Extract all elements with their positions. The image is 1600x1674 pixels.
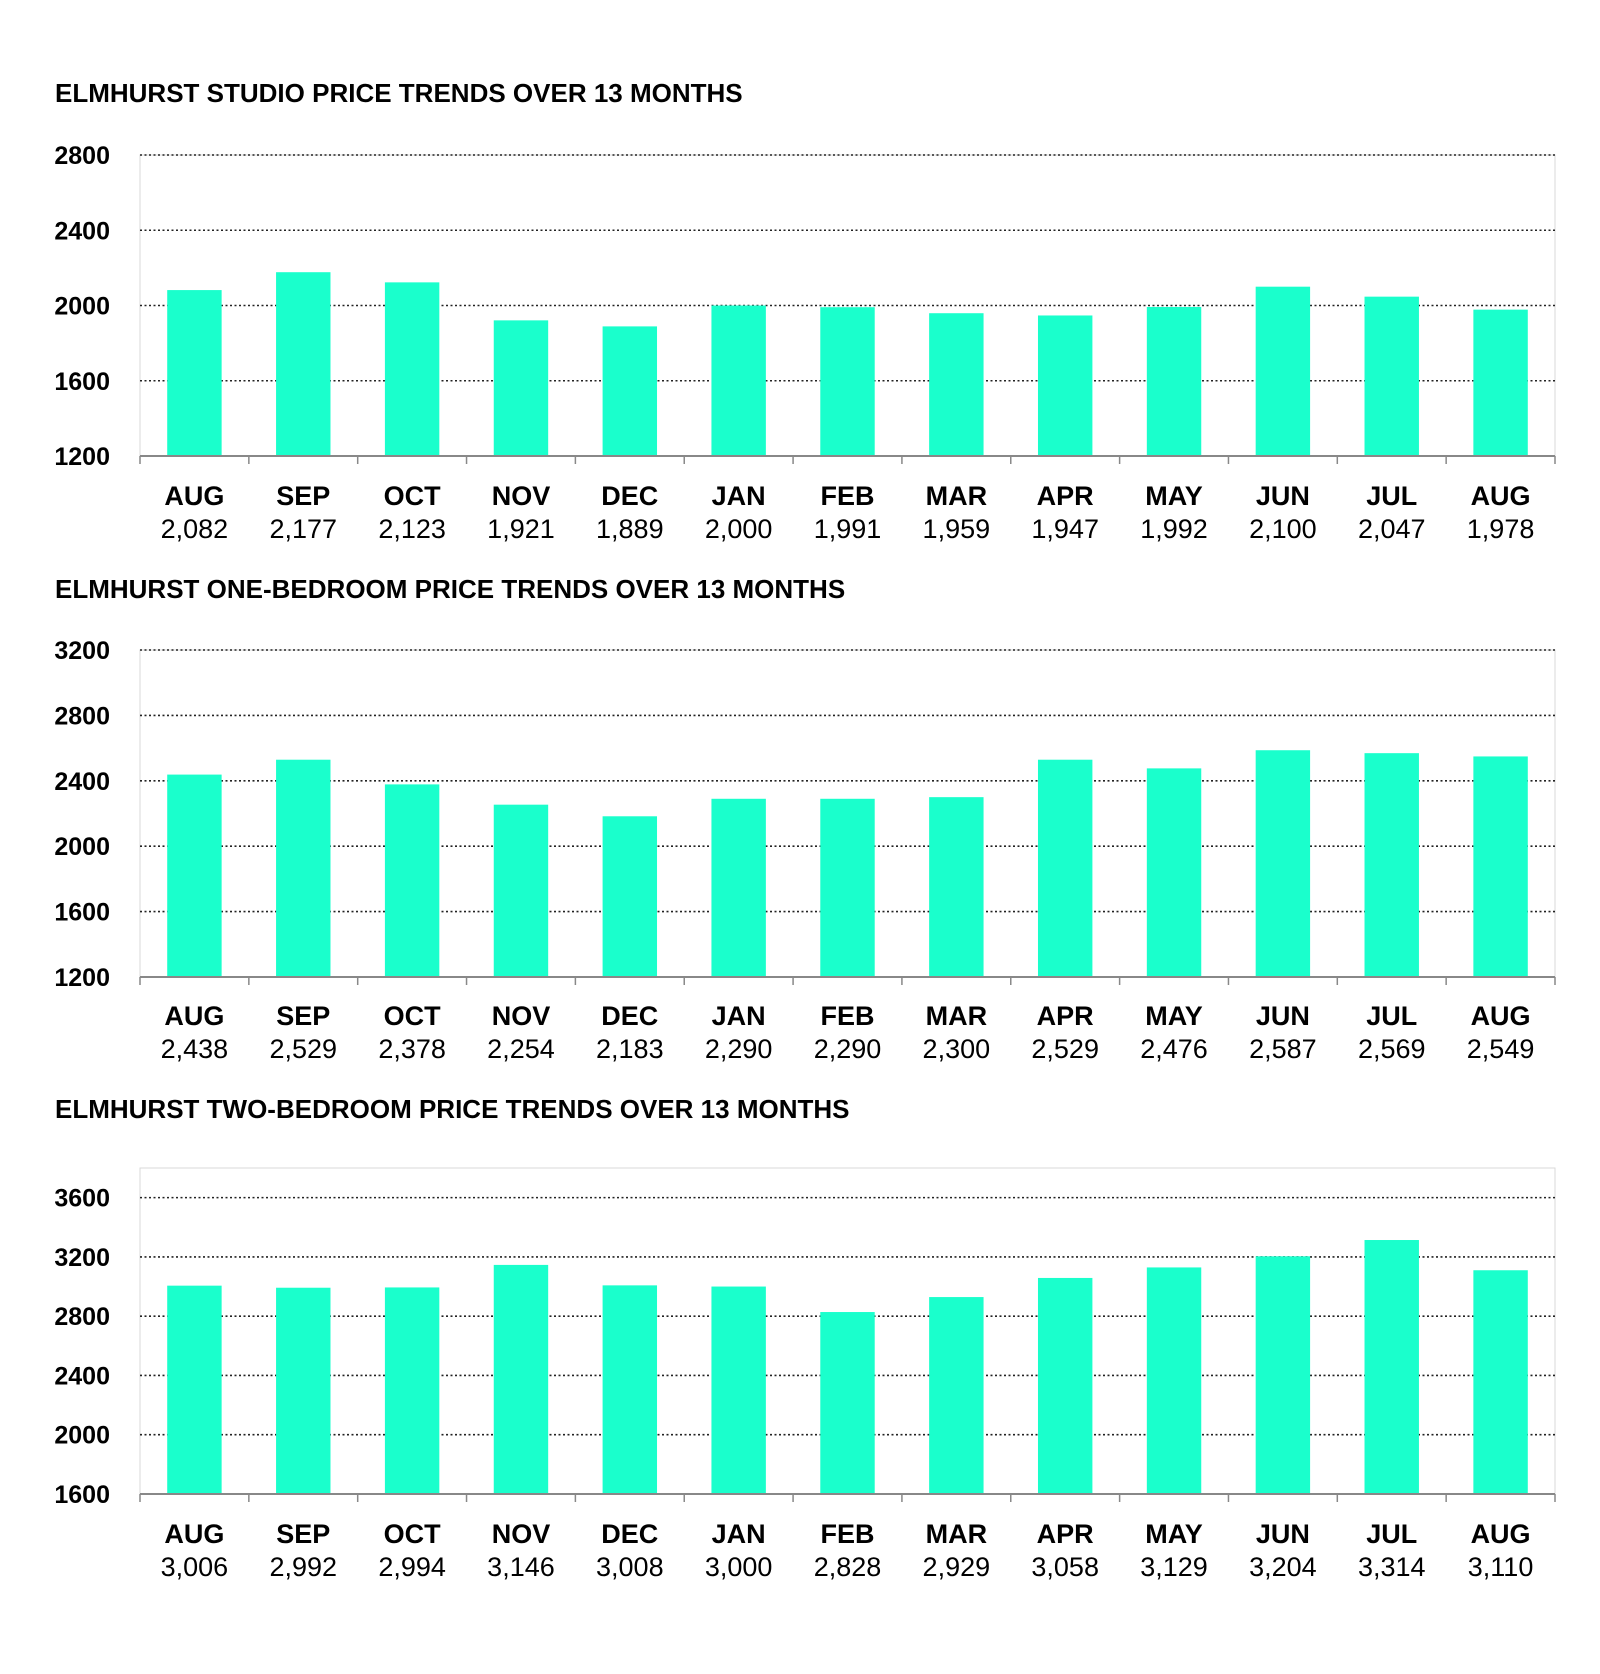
- x-value-label: 1,921: [487, 514, 555, 544]
- x-category-label: SEP: [276, 1519, 331, 1549]
- x-category-label: OCT: [383, 1001, 441, 1031]
- x-value-label: 1,959: [922, 514, 991, 544]
- x-category-label: AUG: [1470, 481, 1531, 511]
- x-value-label: 2,549: [1466, 1034, 1535, 1064]
- x-value-label: 3,000: [704, 1552, 773, 1582]
- x-category-label: SEP: [276, 481, 331, 511]
- x-value-label: 2,290: [813, 1034, 882, 1064]
- x-category-label: JUL: [1366, 1519, 1418, 1549]
- x-category-label: AUG: [1470, 1519, 1531, 1549]
- y-tick-label: 2800: [54, 1303, 110, 1332]
- bar-sep: [276, 1288, 330, 1494]
- x-value-label: 2,254: [487, 1034, 555, 1064]
- x-value-label: 2,000: [704, 514, 773, 544]
- x-category-label: MAY: [1145, 1519, 1203, 1549]
- x-category-label: JUN: [1255, 481, 1310, 511]
- y-tick-label: 1600: [54, 367, 110, 396]
- bar-apr: [1038, 315, 1092, 456]
- x-value-label: 2,994: [378, 1552, 446, 1582]
- bar-apr: [1038, 1278, 1092, 1494]
- chart-title: ELMHURST ONE-BEDROOM PRICE TRENDS OVER 13 MONTHS: [55, 574, 846, 604]
- x-category-label: NOV: [491, 481, 551, 511]
- y-tick-label: 3200: [54, 1243, 110, 1272]
- y-tick-label: 1600: [54, 1481, 110, 1509]
- bar-dec: [603, 1285, 657, 1494]
- x-value-label: 2,290: [704, 1034, 773, 1064]
- bar-sep: [276, 760, 330, 977]
- x-category-label: OCT: [383, 1519, 441, 1549]
- bar-apr: [1038, 760, 1092, 977]
- x-category-label: AUG: [164, 1519, 225, 1549]
- x-category-label: DEC: [601, 481, 659, 511]
- bar-jul: [1365, 1240, 1419, 1494]
- bar-aug: [1473, 310, 1527, 456]
- bar-jan: [711, 799, 765, 977]
- x-category-label: JUL: [1366, 1001, 1418, 1031]
- x-value-label: 3,058: [1031, 1552, 1099, 1582]
- x-value-label: 2,529: [1031, 1034, 1099, 1064]
- bar-jul: [1365, 753, 1419, 977]
- bar-nov: [494, 320, 548, 456]
- bar-aug: [167, 290, 221, 456]
- x-value-label: 1,889: [596, 514, 664, 544]
- x-value-label: 2,100: [1249, 514, 1317, 544]
- x-category-label: MAY: [1145, 481, 1203, 511]
- bar-jun: [1256, 750, 1310, 977]
- bar-sep: [276, 272, 330, 456]
- x-category-label: MAR: [925, 481, 988, 511]
- x-value-label: 1,992: [1140, 514, 1208, 544]
- x-value-label: 3,129: [1140, 1552, 1208, 1582]
- bar-jun: [1256, 287, 1310, 456]
- x-value-label: 1,991: [813, 514, 882, 544]
- bar-aug: [167, 775, 221, 977]
- x-value-label: 2,929: [922, 1552, 991, 1582]
- y-tick-label: 1200: [54, 964, 110, 992]
- bar-may: [1147, 307, 1201, 456]
- x-category-label: APR: [1036, 481, 1094, 511]
- bar-jan: [711, 306, 765, 457]
- y-tick-label: 2400: [54, 767, 110, 796]
- chart-2: [54, 574, 1555, 1064]
- bar-feb: [820, 799, 874, 977]
- bar-jan: [711, 1287, 765, 1494]
- x-value-label: 2,183: [596, 1034, 664, 1064]
- x-category-label: AUG: [164, 1001, 225, 1031]
- bar-may: [1147, 768, 1201, 977]
- y-tick-label: 2000: [54, 1421, 110, 1450]
- bar-dec: [603, 326, 657, 456]
- bar-may: [1147, 1267, 1201, 1494]
- bar-oct: [385, 282, 439, 456]
- y-tick-label: 1200: [54, 443, 110, 471]
- x-value-label: 2,569: [1357, 1034, 1426, 1064]
- x-value-label: 3,008: [596, 1552, 664, 1582]
- y-tick-label: 2400: [54, 217, 110, 246]
- x-value-label: 2,123: [378, 514, 446, 544]
- x-value-label: 2,587: [1249, 1034, 1317, 1064]
- bar-jun: [1256, 1256, 1310, 1494]
- x-category-label: FEB: [820, 1001, 875, 1031]
- y-tick-label: 3200: [54, 637, 110, 665]
- y-tick-label: 2000: [54, 292, 110, 321]
- x-category-label: MAR: [925, 1001, 988, 1031]
- x-category-label: DEC: [601, 1001, 659, 1031]
- x-value-label: 2,438: [160, 1034, 229, 1064]
- x-category-label: FEB: [820, 481, 875, 511]
- x-category-label: JAN: [711, 481, 766, 511]
- x-category-label: NOV: [491, 1519, 551, 1549]
- x-value-label: 1,978: [1466, 514, 1535, 544]
- bar-feb: [820, 1312, 874, 1494]
- x-category-label: APR: [1036, 1519, 1094, 1549]
- bar-mar: [929, 313, 983, 456]
- bar-oct: [385, 784, 439, 977]
- x-category-label: DEC: [601, 1519, 659, 1549]
- bar-oct: [385, 1287, 439, 1494]
- y-tick-label: 1600: [54, 898, 110, 927]
- x-category-label: APR: [1036, 1001, 1094, 1031]
- x-value-label: 2,177: [269, 514, 338, 544]
- x-category-label: JUN: [1255, 1519, 1310, 1549]
- bar-mar: [929, 1297, 983, 1494]
- x-value-label: 2,300: [922, 1034, 991, 1064]
- x-category-label: SEP: [276, 1001, 331, 1031]
- x-value-label: 2,476: [1140, 1034, 1208, 1064]
- x-category-label: JUL: [1366, 481, 1418, 511]
- x-value-label: 3,110: [1467, 1552, 1534, 1582]
- x-value-label: 1,947: [1031, 514, 1099, 544]
- bar-jul: [1365, 297, 1419, 456]
- x-value-label: 2,529: [269, 1034, 338, 1064]
- x-category-label: MAY: [1145, 1001, 1203, 1031]
- chart-title: ELMHURST STUDIO PRICE TRENDS OVER 13 MONTHS: [55, 78, 743, 108]
- x-category-label: JAN: [711, 1519, 766, 1549]
- bar-aug: [1473, 756, 1527, 977]
- x-value-label: 3,006: [160, 1552, 229, 1582]
- x-value-label: 2,378: [378, 1034, 446, 1064]
- y-tick-label: 3600: [54, 1184, 110, 1213]
- bar-aug: [1473, 1270, 1527, 1494]
- x-category-label: JUN: [1255, 1001, 1310, 1031]
- x-value-label: 3,146: [487, 1552, 555, 1582]
- bar-nov: [494, 1265, 548, 1494]
- x-category-label: AUG: [1470, 1001, 1531, 1031]
- chart-1: [54, 78, 1555, 544]
- x-category-label: FEB: [820, 1519, 875, 1549]
- x-category-label: MAR: [925, 1519, 988, 1549]
- x-value-label: 2,082: [160, 514, 229, 544]
- x-category-label: OCT: [383, 481, 441, 511]
- chart-3: [54, 1094, 1555, 1582]
- bar-dec: [603, 816, 657, 977]
- y-tick-label: 2400: [54, 1362, 110, 1391]
- bar-feb: [820, 307, 874, 456]
- y-tick-label: 2000: [54, 833, 110, 862]
- bar-nov: [494, 805, 548, 977]
- x-value-label: 2,047: [1357, 514, 1426, 544]
- y-tick-label: 2800: [54, 702, 110, 731]
- bar-aug: [167, 1286, 221, 1494]
- x-value-label: 2,828: [813, 1552, 882, 1582]
- x-value-label: 2,992: [269, 1552, 338, 1582]
- x-category-label: AUG: [164, 481, 225, 511]
- x-category-label: JAN: [711, 1001, 766, 1031]
- x-value-label: 3,204: [1249, 1552, 1317, 1582]
- bar-mar: [929, 797, 983, 977]
- y-tick-label: 2800: [54, 142, 110, 170]
- chart-title: ELMHURST TWO-BEDROOM PRICE TRENDS OVER 13 MONTHS: [55, 1094, 850, 1124]
- x-value-label: 3,314: [1357, 1552, 1426, 1582]
- x-category-label: NOV: [491, 1001, 551, 1031]
